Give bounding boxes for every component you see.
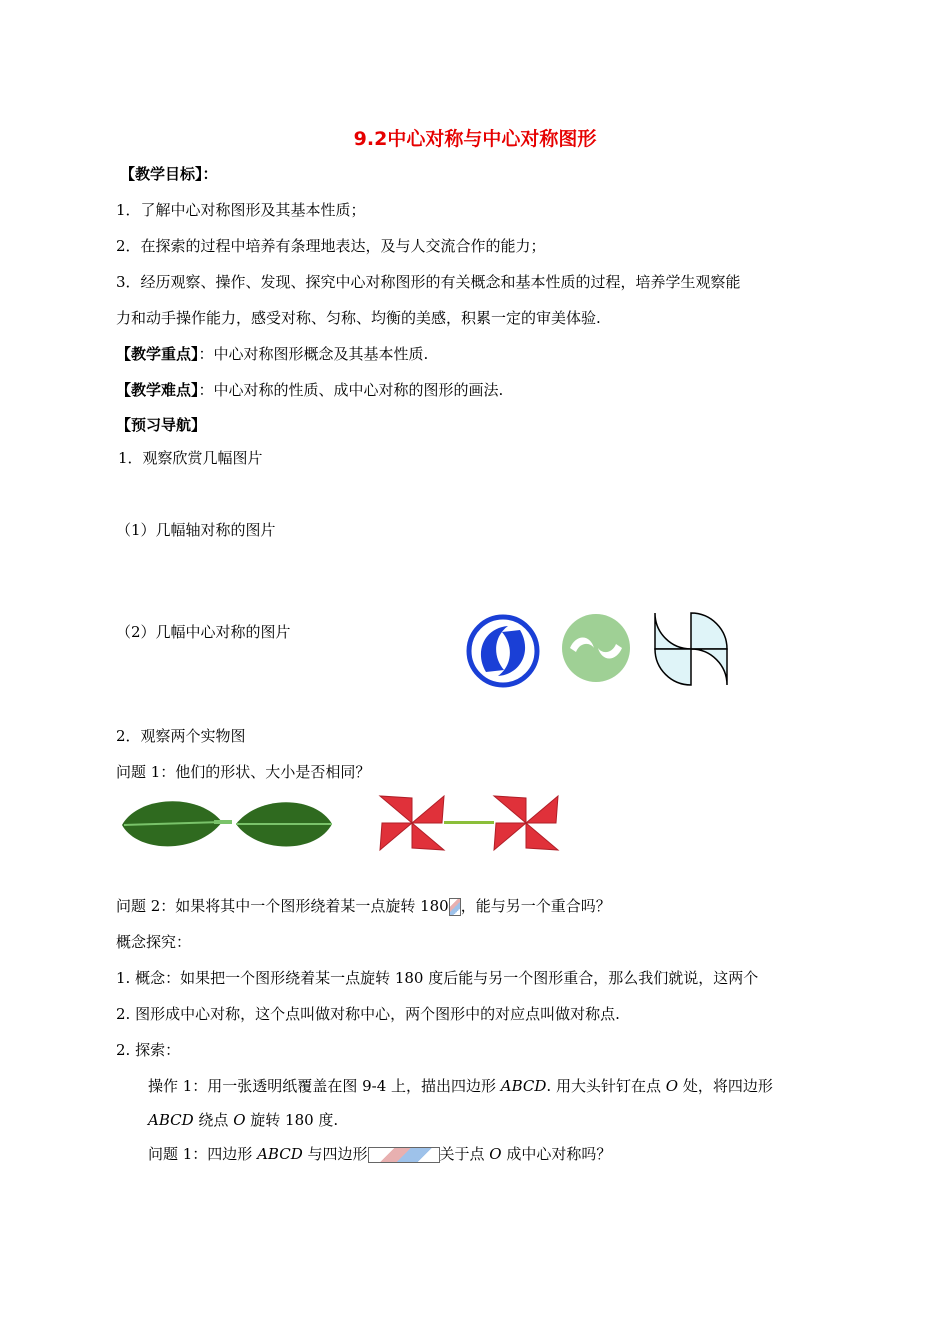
q3-o: O <box>489 1145 502 1163</box>
concept-2: 2. 图形成中心对称，这个点叫做对称中心，两个图形中的对应点叫做对称点. <box>116 1005 620 1023</box>
op1-abcd: ABCD <box>500 1077 547 1095</box>
objective-1: 1．了解中心对称图形及其基本性质； <box>116 201 366 219</box>
op2-text-b: 旋转 180 度. <box>245 1111 339 1129</box>
pinwheel-image <box>652 610 730 688</box>
q3-text-d: 成中心对称吗？ <box>501 1145 612 1163</box>
item-1-sub-1: （1）几幅轴对称的图片 <box>116 521 276 539</box>
question-2-text-a: 问题 2：如果将其中一个图形绕着某一点旋转 180 <box>116 897 449 915</box>
explore-heading: 2. 探索： <box>116 1041 181 1059</box>
q3-abcd: ABCD <box>257 1145 303 1163</box>
green-logo-image <box>560 612 632 684</box>
key-points <box>116 344 428 364</box>
concept-heading: 概念探究： <box>116 933 192 951</box>
op2-o: O <box>233 1111 246 1129</box>
question-3 <box>148 1144 611 1164</box>
difficult-text: ：中心对称的性质、成中心对称的图形的画法. <box>198 381 504 399</box>
op1-text-c: 处，将四边形 <box>678 1077 773 1095</box>
operation-1-cont <box>148 1110 338 1130</box>
question-2-text-b: ，能与另一个重合吗？ <box>460 897 611 915</box>
page-title: 9.2中心对称与中心对称图形 <box>353 128 597 150</box>
op2-text-a: 绕点 <box>193 1111 234 1129</box>
item-2: 2．观察两个实物图 <box>116 727 246 745</box>
leaves-image <box>118 790 338 860</box>
key-label: 【教学重点】 <box>116 345 199 363</box>
difficult-label: 【教学难点】 <box>116 381 199 399</box>
pinwheels-image <box>376 792 566 854</box>
objective-2: 2．在探索的过程中培养有条理地表达，及与人交流合作的能力； <box>116 237 546 255</box>
difficult-points <box>116 380 503 400</box>
q3-text-b: 与四边形 <box>302 1145 368 1163</box>
item-1-sub-2: （2）几幅中心对称的图片 <box>116 623 291 641</box>
op1-o: O <box>665 1077 679 1095</box>
item-1: 1．观察欣赏几幅图片 <box>118 449 263 467</box>
degree-image-icon <box>449 898 461 916</box>
q3-text-a: 问题 1：四边形 <box>148 1145 258 1163</box>
op1-text-a: 操作 1：用一张透明纸覆盖在图 9-4 上，描出四边形 <box>148 1077 501 1095</box>
preview-heading: 【预习导航】 <box>116 416 207 434</box>
question-1: 问题 1：他们的形状、大小是否相同？ <box>116 763 371 781</box>
op2-abcd: ABCD <box>148 1111 194 1129</box>
op1-text-b: . 用大头针钉在点 <box>546 1077 666 1095</box>
concept-1: 1. 概念：如果把一个图形绕着某一点旋转 180 度后能与另一个图形重合，那么我们就说，这两个 <box>116 969 759 987</box>
key-text: ：中心对称图形概念及其基本性质. <box>198 345 429 363</box>
q3-text-c: 关于点 <box>439 1145 490 1163</box>
objective-3-cont: 力和动手操作能力，感受对称、匀称、均衡的美感，积累一定的审美体验. <box>116 309 601 327</box>
quadrilateral-image-icon <box>368 1147 440 1163</box>
blue-logo-image <box>464 612 542 690</box>
question-2 <box>116 896 611 916</box>
operation-1 <box>148 1076 773 1096</box>
objective-3: 3．经历观察、操作、发现、探究中心对称图形的有关概念和基本性质的过程，培养学生观察能 <box>116 273 741 291</box>
objectives-heading: 【教学目标】： <box>120 165 218 183</box>
